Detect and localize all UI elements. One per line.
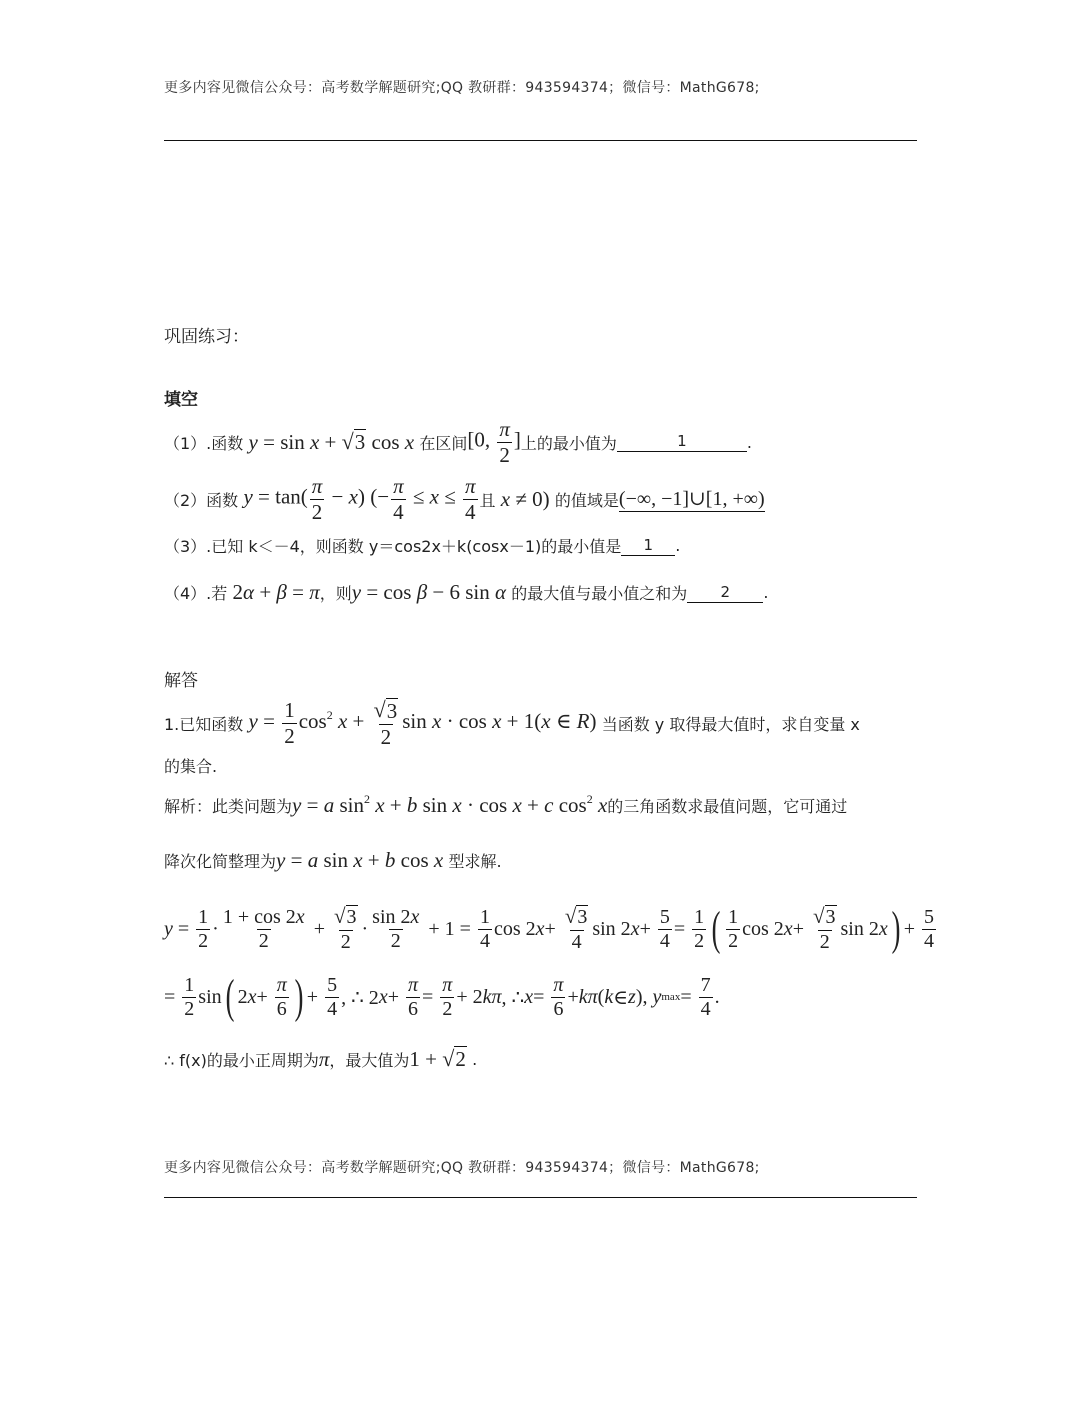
question-2 <box>164 473 765 525</box>
reduce-line <box>164 848 502 873</box>
conclusion-end: . <box>472 1049 478 1069</box>
q4-end: . <box>763 583 769 602</box>
q4-formula-1: 2α + β = π <box>227 580 320 604</box>
q4-label: （4）.若 <box>164 584 228 603</box>
q2-answer: (−∞, −1]∪[1, +∞) <box>618 488 765 510</box>
analysis-tail: 的三角函数求最值问题，它可通过 <box>607 796 848 816</box>
conclusion-line <box>164 1046 477 1072</box>
p1-label: 1.已知函数 <box>164 714 244 734</box>
footer-rule <box>164 1197 917 1198</box>
conclusion-pi: π <box>318 1046 330 1071</box>
q4-mid: ，则 <box>319 584 352 603</box>
conclusion-mid: ，最大值为 <box>329 1050 410 1070</box>
q2-label: （2）函数 <box>164 490 239 510</box>
q4-tail: 的最大值与最小值之和为 <box>511 584 688 603</box>
derivation-line-2: = $\frac{1}{2}$ sin ( 2 x + $\frac{\pi}{6}$ ) + $\frac{5}{4}$ , ∴ 2 x + $\frac{\pi}{6}$ = $\frac{\pi}{2}$ + 2 kπ , ∴ x = $\frac{\pi}{6}$ + kπ ( k ∈ z ), y max = $\frac{7}{4}$ . <box>164 970 720 1024</box>
q3-answer: 1 <box>621 536 675 556</box>
q2-cond-formula: x ≠ 0) <box>500 486 555 511</box>
q1-mid: 在区间 <box>419 433 468 453</box>
q2-cond: 且 <box>479 490 496 510</box>
q3-text: （3）.已知 k＜－4，则函数 y＝cos2x＋k(cosx－1)的最小值是 <box>164 537 622 556</box>
q1-interval: [0, $\frac{\pi}{2}$ ] <box>467 417 521 467</box>
q1-answer: 1 <box>617 432 747 452</box>
p1-continuation: 的集合. <box>164 757 218 776</box>
q1-end: . <box>746 432 752 452</box>
analysis-head: 解析：此类问题为 <box>164 796 293 816</box>
fill-title: 填空 <box>164 390 198 410</box>
reduce-head: 降次化简整理为 <box>164 852 277 871</box>
header-note: 更多内容见微信公众号：高考数学解题研究;QQ 教研群：943594374；微信号：MathG678; <box>164 80 760 96</box>
solve-title: 解答 <box>164 671 198 691</box>
q4-formula-2: y = cos β − 6 sin α <box>351 580 507 604</box>
p1-tail: 当函数 y 取得最大值时，求自变量 x <box>601 714 860 734</box>
p1-formula: y = $\frac{1}{2}$ $\cos^2 x$ + √ 3 2 sin x · cos x + 1(x ∈ R) <box>248 696 602 750</box>
question-3 <box>164 534 680 557</box>
reduce-tail: 型求解. <box>448 852 502 871</box>
q1-label: （1）.函数 <box>164 433 244 453</box>
q1-formula: y = sin x + √ 3 cos x <box>248 429 415 454</box>
q2-tail: 的值域是 <box>554 490 619 510</box>
q2-formula: y = tan( $\frac{\pi}{2}$ − x) (− $\frac{\pi}{4}$ ≤ x ≤ $\frac{\pi}{4}$ <box>243 474 476 524</box>
analysis-line <box>164 792 847 818</box>
question-1 <box>164 418 752 466</box>
reduce-formula: y = a sin x + b cos x <box>276 848 444 872</box>
analysis-formula: y = a $\sin^2 x + b$ sin x · cos x + c $\cos^2 x$ <box>292 792 608 817</box>
q3-end: . <box>675 536 681 555</box>
problem-1 <box>164 694 860 752</box>
section-title: 巩固练习： <box>164 327 249 347</box>
header-rule <box>164 140 917 141</box>
conclusion-head: ∴ f(x)的最小正周期为 <box>164 1050 319 1070</box>
footer-note: 更多内容见微信公众号：高考数学解题研究;QQ 教研群：943594374；微信号：MathG678; <box>164 1160 760 1176</box>
conclusion-max: 1 + √ 2 <box>409 1046 466 1071</box>
question-4 <box>164 580 768 605</box>
derivation-line-1: y = $\frac{1}{2}$ · $\frac{1 + \cos 2x}{2}$ + √ 3 2 · $\frac{\sin 2x}{2}$ + 1 = $\frac{1}{4}$ cos 2 x + √ 3 4 sin 2 x + $\frac{5}{4}$ = $\frac{1}{2}$ ( $\frac{1}{2}$ cos 2 x + √ 3 2 sin 2 x ) + $\frac{5}{4}$ <box>164 902 934 956</box>
q4-answer: 2 <box>687 583 763 603</box>
q1-tail: 上的最小值为 <box>520 433 617 453</box>
